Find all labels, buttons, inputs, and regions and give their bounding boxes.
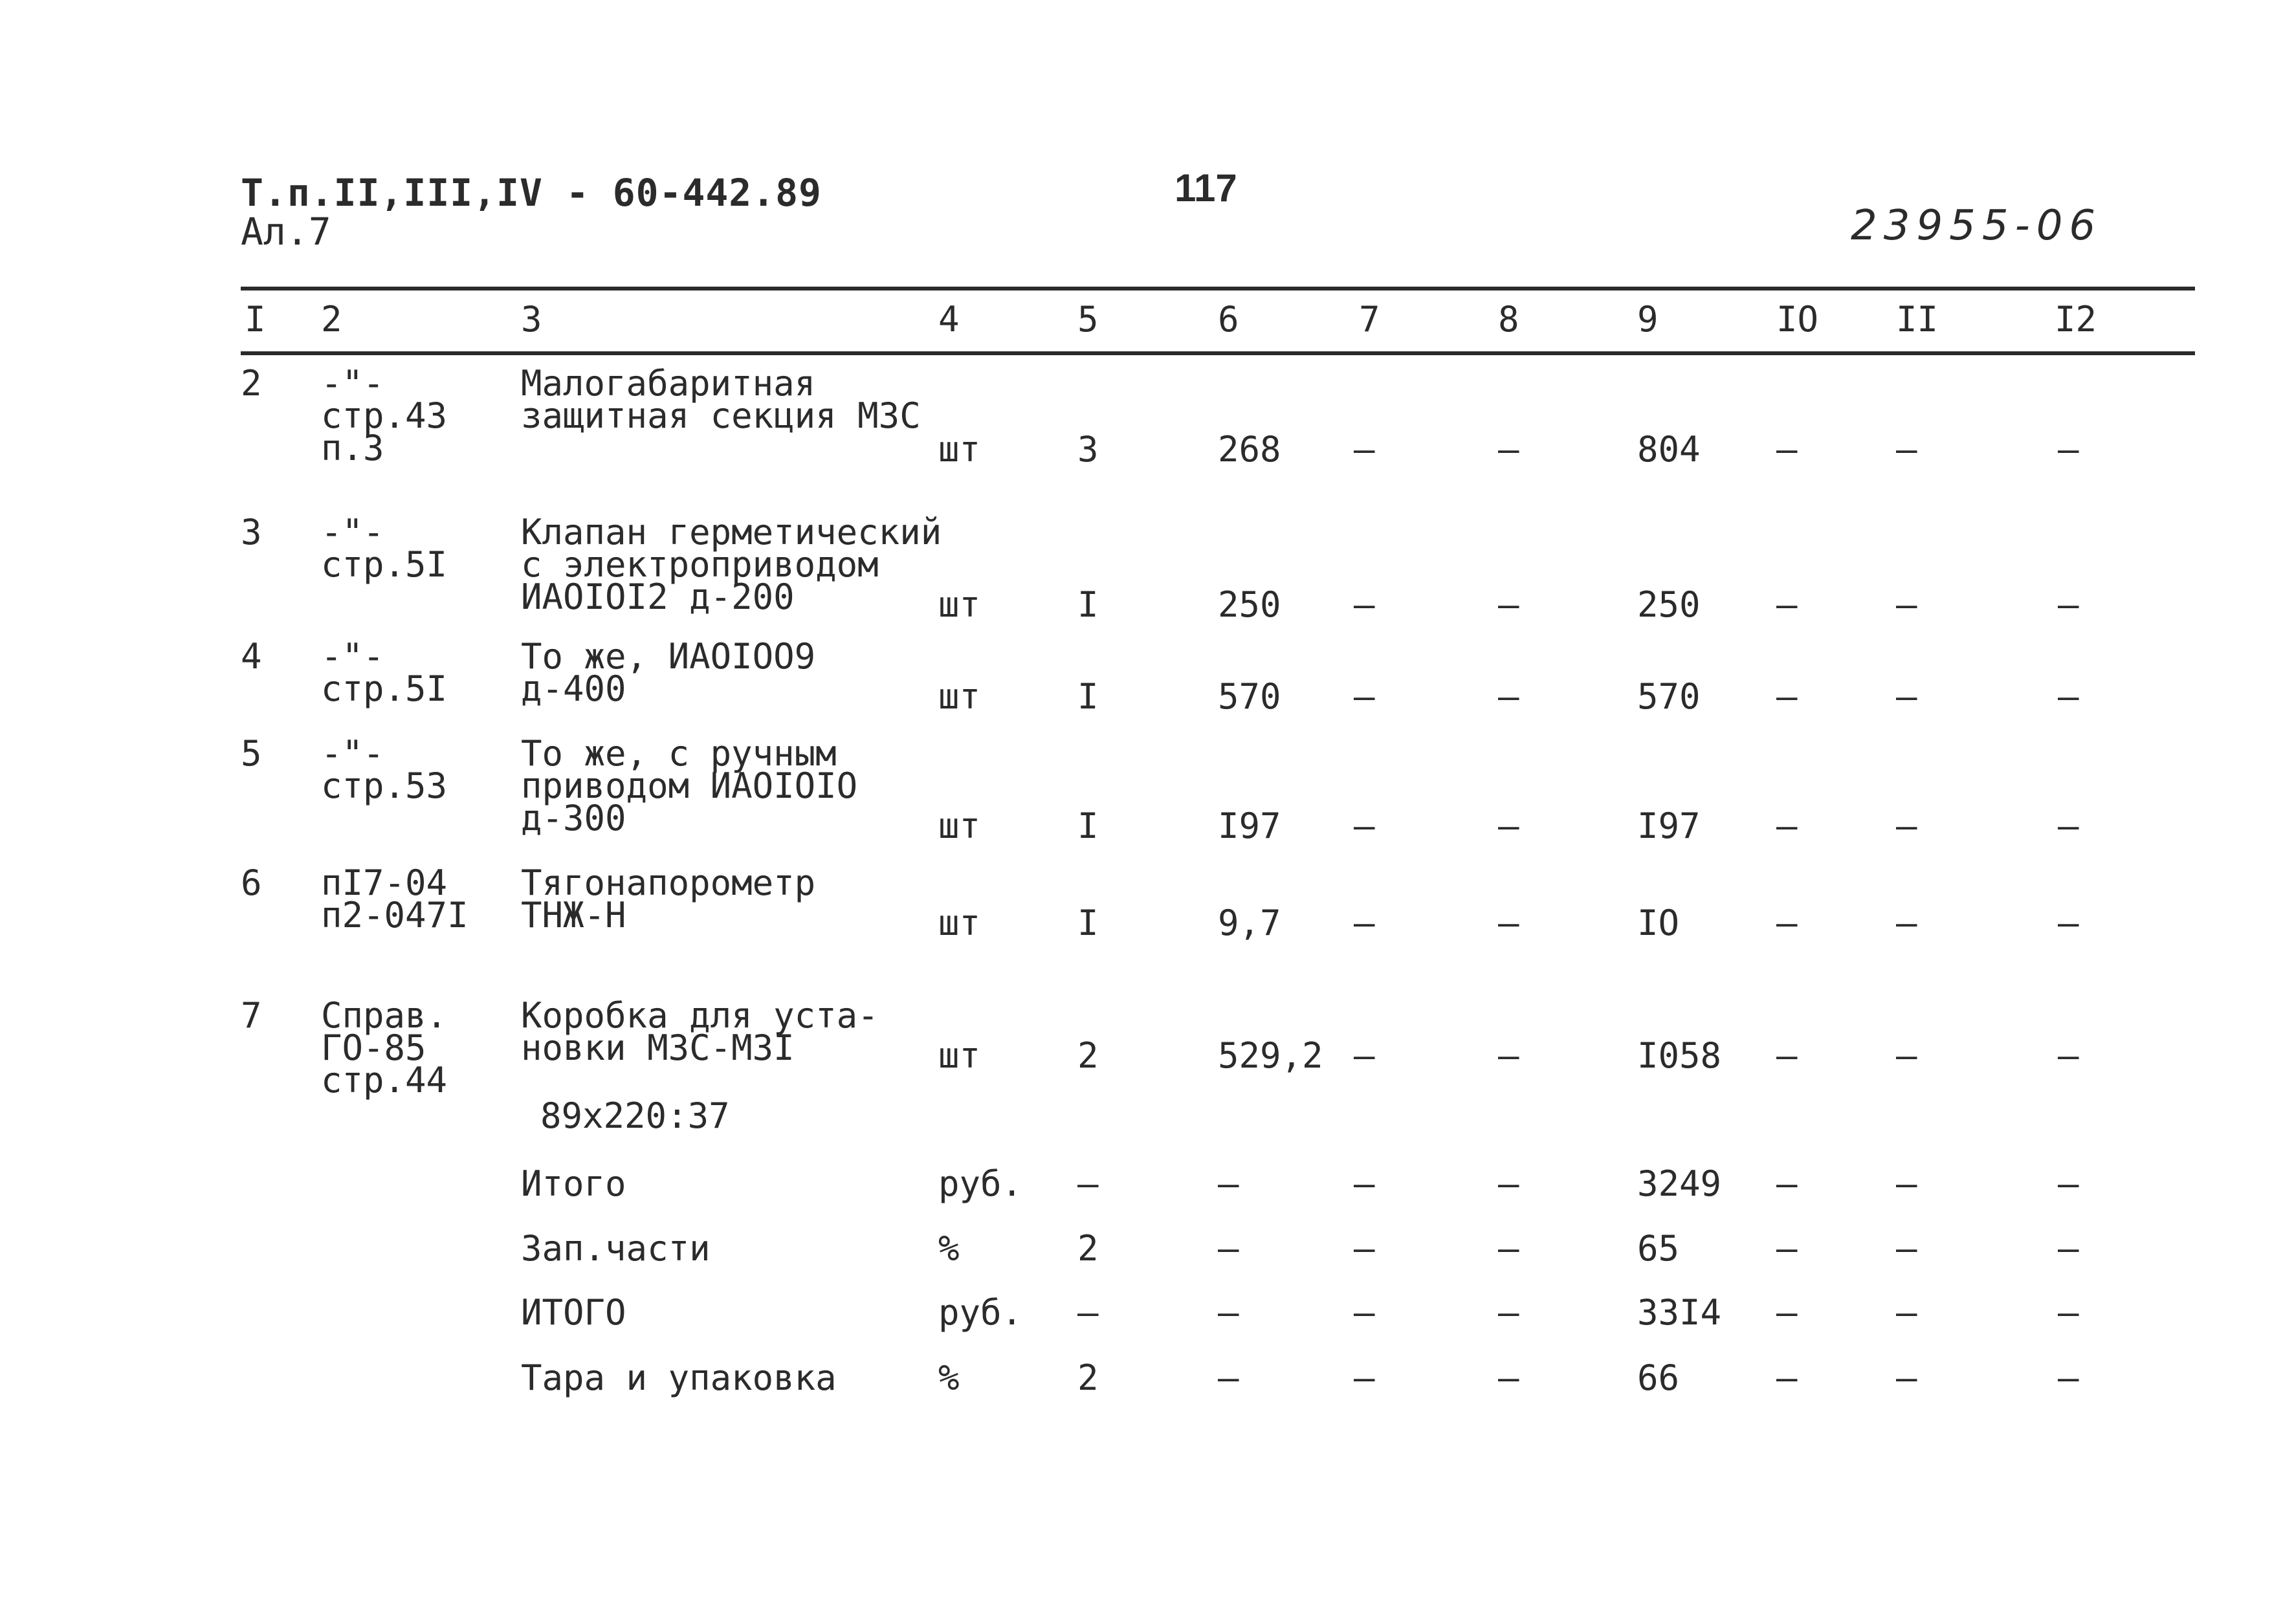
col11-cell: – [1896,584,1917,625]
col10-cell: – [1776,1035,1798,1076]
col8-cell: – [1498,1035,1519,1076]
summary-col10-cell: – [1776,1228,1798,1269]
reference-cell: -"- стр.5I [321,512,448,585]
unit-price-cell: 9,7 [1218,903,1281,943]
row-number: 3 [241,512,262,553]
unit-cell: шт [938,806,981,846]
unit-cell: шт [938,676,981,717]
col12-cell: – [2058,806,2079,846]
quantity-cell: 2 [1077,1035,1099,1076]
column-header-6: 6 [1218,299,1239,340]
column-header-11: II [1896,299,1939,340]
document-code: 23955-06 [1851,202,2102,250]
item-name-cell: Тягонапорометр ТНЖ-Н [521,862,816,936]
unit-cell: шт [938,429,981,470]
project-code: Т.п.ΙΙ,ΙΙΙ,ΙV - 60-442.89 [241,171,822,215]
page-number: 117 [1175,166,1237,210]
summary-col8-cell: – [1498,1228,1519,1269]
total-cell: 250 [1637,584,1701,625]
total-cell: I97 [1637,806,1701,846]
reference-cell: Справ. ГО-85 стр.44 [321,995,448,1101]
summary-col7-cell: – [1354,1163,1375,1204]
column-header-2: 2 [321,299,342,340]
summary-total-cell: 33I4 [1637,1292,1722,1333]
summary-col8-cell: – [1498,1292,1519,1333]
column-header-8: 8 [1498,299,1519,340]
col12-cell: – [2058,1035,2079,1076]
summary-quantity-cell: 2 [1077,1357,1099,1398]
item-name-cell: Малогабаритная защитная секция МЗС [521,363,921,436]
col10-cell: – [1776,584,1798,625]
unit-cell: шт [938,903,981,943]
col8-cell: – [1498,676,1519,717]
summary-col11-cell: – [1896,1357,1917,1398]
summary-label: ИТОГО [521,1292,626,1333]
summary-col10-cell: – [1776,1163,1798,1204]
col8-cell: – [1498,584,1519,625]
reference-cell: пI7-04 п2-047I [321,862,469,936]
col7-cell: – [1354,903,1375,943]
col7-cell: – [1354,1035,1375,1076]
quantity-cell: I [1077,676,1099,717]
unit-price-cell: 570 [1218,676,1281,717]
summary-total-cell: 65 [1637,1228,1680,1269]
summary-col12-cell: – [2058,1292,2079,1333]
column-header-5: 5 [1077,299,1099,340]
summary-col8-cell: – [1498,1357,1519,1398]
unit-cell: шт [938,584,981,625]
summary-quantity-cell: – [1077,1292,1099,1333]
col10-cell: – [1776,676,1798,717]
col7-cell: – [1354,806,1375,846]
col11-cell: – [1896,806,1917,846]
summary-unit-cell: руб. [938,1292,1023,1333]
summary-label: Тара и упаковка [521,1357,837,1398]
item-name-cell: Коробка для уста- новки МЗС-М3I [521,995,879,1068]
column-header-12: I2 [2055,299,2097,340]
column-header-9: 9 [1637,299,1659,340]
quantity-cell: I [1077,806,1099,846]
summary-unit-cell: % [938,1357,960,1398]
summary-label: Зап.части [521,1228,711,1269]
unit-cell: шт [938,1035,981,1076]
summary-label: Итого [521,1163,626,1204]
col10-cell: – [1776,903,1798,943]
summary-col12-cell: – [2058,1228,2079,1269]
item-note: 89x220:37 [540,1095,730,1136]
col10-cell: – [1776,806,1798,846]
total-cell: 804 [1637,429,1701,470]
row-number: 5 [241,733,262,774]
item-name-cell: То же, с ручным приводом ИАОIОIО д-300 [521,733,858,839]
summary-col10-cell: – [1776,1357,1798,1398]
document-designation [241,171,822,254]
summary-col7-cell: – [1354,1228,1375,1269]
summary-col7-cell: – [1354,1357,1375,1398]
quantity-cell: 3 [1077,429,1099,470]
col11-cell: – [1896,676,1917,717]
summary-unit-price-cell: – [1218,1357,1239,1398]
album-number: Ал.7 [241,210,331,254]
column-header-10: IO [1776,299,1819,340]
unit-price-cell: 268 [1218,429,1281,470]
summary-col11-cell: – [1896,1228,1917,1269]
col12-cell: – [2058,903,2079,943]
item-name-cell: Клапан герметический с электроприводом ИАОIОI2 д-200 [521,512,942,617]
unit-price-cell: 250 [1218,584,1281,625]
summary-quantity-cell: 2 [1077,1228,1099,1269]
summary-unit-cell: руб. [938,1163,1023,1204]
summary-col7-cell: – [1354,1292,1375,1333]
summary-total-cell: 66 [1637,1357,1680,1398]
total-cell: I058 [1637,1035,1722,1076]
col11-cell: – [1896,903,1917,943]
table-header-rule [241,351,2195,355]
summary-col11-cell: – [1896,1292,1917,1333]
total-cell: IО [1637,903,1680,943]
column-header-1: I [245,299,266,340]
reference-cell: -"- стр.53 [321,733,448,806]
col12-cell: – [2058,429,2079,470]
col7-cell: – [1354,584,1375,625]
col12-cell: – [2058,584,2079,625]
reference-cell: -"- стр.5I [321,636,448,709]
col11-cell: – [1896,1035,1917,1076]
column-header-7: 7 [1359,299,1380,340]
col8-cell: – [1498,806,1519,846]
col7-cell: – [1354,429,1375,470]
column-header-4: 4 [938,299,960,340]
summary-col11-cell: – [1896,1163,1917,1204]
column-header-3: 3 [521,299,542,340]
row-number: 2 [241,363,262,404]
col12-cell: – [2058,676,2079,717]
row-number: 6 [241,862,262,903]
reference-cell: -"- стр.43 п.3 [321,363,448,468]
row-number: 7 [241,995,262,1036]
table-top-rule [241,287,2195,291]
summary-total-cell: 3249 [1637,1163,1722,1204]
summary-unit-price-cell: – [1218,1292,1239,1333]
summary-unit-price-cell: – [1218,1228,1239,1269]
summary-col12-cell: – [2058,1357,2079,1398]
summary-quantity-cell: – [1077,1163,1099,1204]
unit-price-cell: I97 [1218,806,1281,846]
col7-cell: – [1354,676,1375,717]
col8-cell: – [1498,903,1519,943]
quantity-cell: I [1077,584,1099,625]
col11-cell: – [1896,429,1917,470]
summary-col8-cell: – [1498,1163,1519,1204]
summary-unit-cell: % [938,1228,960,1269]
col10-cell: – [1776,429,1798,470]
row-number: 4 [241,636,262,677]
summary-col10-cell: – [1776,1292,1798,1333]
col8-cell: – [1498,429,1519,470]
quantity-cell: I [1077,903,1099,943]
summary-col12-cell: – [2058,1163,2079,1204]
item-name-cell: То же, ИАОIОО9 д-400 [521,636,816,709]
total-cell: 570 [1637,676,1701,717]
summary-unit-price-cell: – [1218,1163,1239,1204]
unit-price-cell: 529,2 [1218,1035,1323,1076]
